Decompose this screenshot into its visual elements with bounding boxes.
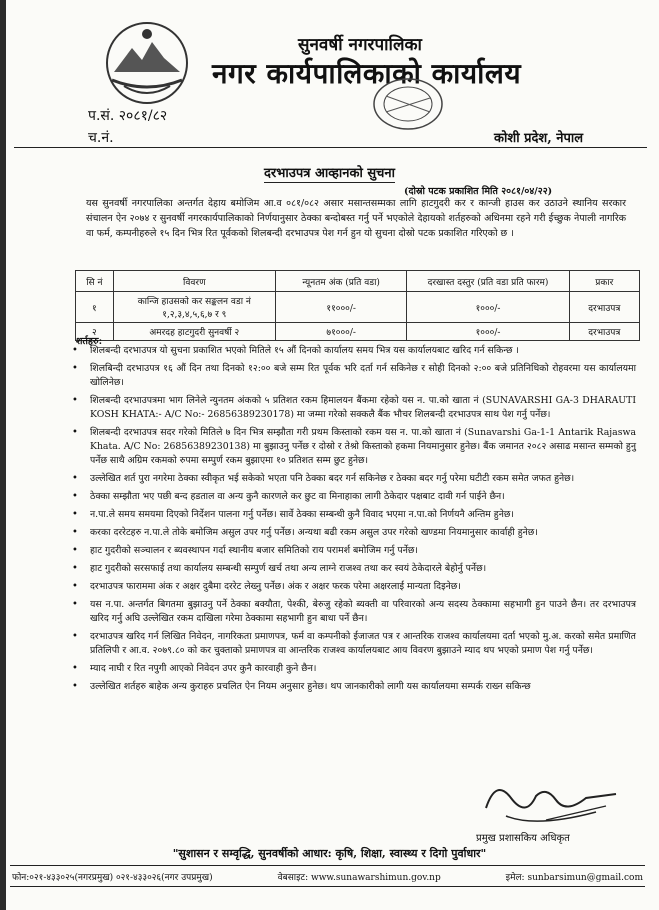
term-item: • शिलबन्दी दरभाउपत्रमा भाग लिनेले न्युनतम अंकको ५ प्रतिशत रकम हिमालयन बैंकमा रहेको यस न. पा.को खाता नं (SUNAVARSHI GA-3 DHARAUTI KOSH KHATA:- A/C No:- 26856389230178) मा जम्मा गरेको सक्कलै बैंक भौचर शिलबन्दी दरभाउपत्र साथ पेश गर्नु पर्नेछ। — [72, 395, 636, 420]
term-item: • ठेक्का सम्झौता भए पछी बन्द हडताल वा अन्य कुनै कारणले कर छुट वा मिनाहाका लागी ठेकेदार पक्षबाट दावी गर्न पाईने छैन। — [72, 491, 505, 502]
bullet-icon: • — [72, 427, 78, 438]
signatory-title: प्रमुख प्रशासकिय अधिकृत — [476, 833, 570, 844]
notice-intro: यस सुनवर्षी नगरपालिका अन्तर्गत देहाय बमोजिम आ.व ०८१/०८२ असार मसान्तसम्मका लागि हाटगुदरी कर र कान्जी हाउस कर उठाउने स्थानिय सरकार संचालन ऐन २०७४ र सुनवर्षी नगरकार्यपालिकाको निर्णयानुसार ठेक्का बन्दोबस्त गर्नु पर्ने भएकोले देहायको शर्तहरुको अधिनमा रहने गरी ईच्छुक नेपाली नागरिक वा फर्म, कम्पनीहरुले १५ दिन भित्र रित पूर्वकको शिलबन्दी दरभाउपत्र पेश गर्न हुन यो सुचना दोस्रो पटक प्रकाशित गरिएको छ । — [86, 198, 626, 239]
col-description: विवरण — [113, 271, 275, 292]
term-item: • म्याद नाघी र रित नपुगी आएको निवेदन उपर कुनै कारवाही कुने छैन। — [72, 663, 317, 674]
signature-icon — [476, 768, 626, 838]
term-item: • उल्लेखित शर्तहरु बाहेक अन्य कुराहरु प्रचलित ऐन नियम अनुसार हुनेछ। थप जानकारीको लागी यस कार्यालयमा सम्पर्क राख्न सकिन्छ — [72, 681, 531, 692]
table-header-row — [76, 271, 640, 292]
bullet-icon: • — [72, 631, 78, 642]
bullet-icon: • — [72, 345, 78, 356]
bullet-icon: • — [72, 363, 78, 374]
office-stamp-icon — [372, 76, 444, 132]
term-item: • दरभाउपत्र खरिद गर्न लिखित निवेदन, नागरिकता प्रमाणपत्र, फर्म वा कम्पनीको ईजाजत पत्र र आन्तरिक राजश्व कार्यालयमा दर्ता भएको मु.अ. करको समेत प्रमाणित प्रतिलिपी र आ.व. २०७९.८० को कर चुक्ताको प्रमाणपत्र वा आन्तरिक राजश्व कार्यालयबाट आय विवरण बुझाउने म्याद थप भएको प्रमाण पेश गर्नु पर्नेछ। — [72, 631, 636, 656]
header-divider — [14, 147, 647, 148]
term-item: • करका दररेटहरु न.पा.ले तोके बमोजिम असुल उपर गर्नु पर्नेछ। अन्यथा बढी रकम असुल उपर गरेको खण्डमा नियमानुसार कार्वाही हुनेछ। — [72, 527, 538, 538]
municipality-name: सुनवर्षी नगरपालिका — [298, 35, 422, 55]
term-item: • हाट गुदरीको सरसफाई तथा कार्यालय सम्बन्धी सम्पुर्ण खर्च तथा अन्य लाग्ने राजश्व तथा कर स्वयं ठेकेदारले बेहोर्नु पर्नेछ। — [72, 563, 487, 574]
email[interactable]: इमेल: sunbarsimun@gmail.com — [505, 872, 643, 883]
province-address: कोशी प्रदेश, नेपाल — [494, 131, 584, 146]
term-item: • दरभाउपत्र फाराममा अंक र अक्षर दुबैमा दररेट लेख्नु पर्नेछ। अंक र अक्षर फरक परेमा अक्षरलाई मान्यता दिइनेछ। — [72, 581, 461, 592]
website[interactable]: वेबसाइट: www.sunawarshimun.gov.np — [277, 872, 441, 883]
scan-edge — [0, 0, 6, 910]
term-item: • शिलबिन्दी दरभाउपत्र १६ औं दिन तथा दिनको १२:०० बजे सम्म रित पूर्वक भरि दर्ता गर्न सकिनेछ र सोही दिनको २:०० बजे प्रतिनिधिको रोहवरमा यस कार्यालयमा खोलिनेछ। — [72, 363, 636, 388]
bullet-icon: • — [72, 599, 78, 610]
dispatch-number: च.नं. — [88, 130, 114, 146]
bullet-icon: • — [72, 395, 78, 406]
term-item: • न.पा.ले समय समयमा दिएको निर्देशन पालना गर्नु पर्नेछ। सार्वे ठेक्का सम्बन्धी कुनै विवाद भएमा न.पा.को निर्णयनै अन्तिम हुनेछ। — [72, 509, 514, 520]
bid-table — [75, 270, 640, 341]
publish-date: (दोस्रो पटक प्रकाशित मिति २०८१/०४/२२) — [404, 186, 553, 197]
nepal-emblem-icon — [104, 20, 190, 106]
bullet-icon: • — [72, 491, 78, 502]
col-application-fee: दरखास्त दस्तुर (प्रति वडा प्रति फारम) — [407, 271, 569, 292]
office-name: नगर कार्यपालिकाको कार्यालय — [212, 57, 522, 90]
bullet-icon: • — [72, 545, 78, 556]
bullet-icon: • — [72, 473, 78, 484]
bullet-icon: • — [72, 527, 78, 538]
term-item: • यस न.पा. अन्तर्गत बिगतमा बुझाउनु पर्ने ठेक्का बक्यौता, पेश्की, बेरुजु रहेको ब्यक्ती वा परिवारको अन्य सदस्य ठेक्कामा सहभागी हुन पाउने छैन। तर दरभाउपत्र खरिद गर्नु अघि उल्लेखित रकम दाखिला गरेमा ठेक्कामा सहभागी हुन बाधा पर्ने छैन। — [72, 599, 636, 624]
term-item: • हाट गुदरीको सञ्चालन र ब्यवस्थापन गर्दा स्थानीय बजार समितिको राय परामर्श बमोजिम गर्नु पर्नेछ। — [72, 545, 418, 556]
bullet-icon: • — [72, 509, 78, 520]
table-row: १ कान्जि हाउसको कर सङ्कलन वडा नं १,२,३,४,५,६,७ र ९ ११०००/- १०००/- दरभाउपत्र — [76, 292, 640, 323]
bullet-icon: • — [72, 681, 78, 692]
col-serial: सि नं — [76, 271, 114, 292]
phone-numbers: फोन:०२१-४३३०२५(नगरप्रमुख) ०२१-४३३०२६(नगर उपप्रमुख) — [12, 872, 213, 883]
term-item: • शिलबन्दी दरभाउपत्र यो सुचना प्रकाशित भएको मितिले १५ औं दिनको कार्यालय समय भित्र यस कार्यालयबाट खरिद गर्न सकिन्छ । — [72, 345, 519, 356]
bullet-icon: • — [72, 663, 78, 674]
col-type: प्रकार — [569, 271, 639, 292]
col-minimum-bid: न्यूनतम अंक (प्रति वडा) — [275, 271, 407, 292]
bullet-icon: • — [72, 563, 78, 574]
reference-number: प.सं. २०८१/८२ — [88, 108, 168, 124]
term-item: • शिलबन्दी दरभाउपत्र सदर गरेको मितिले ७ दिन भित्र सम्झौता गरी प्रथम किस्ताको रकम यस न. पा.को खाता नं (Sunavarshi Ga-1-1 Antarik Rajaswa Khata. A/C No: 26856389230138) मा बुझाउनु पर्नेछ र दोस्रो र तेश्रो किस्ताको हकमा नियमानुसार हुनेछ। बैंक जमानत २०८२ असाढ मसान्त सम्मको हुनु पर्नेछ साथै अग्रिम रकमको रुपमा सम्पुर्ण रकम बुझाएमा १० प्रतिशत सम्म छुट हुनेछ। — [72, 427, 636, 466]
table-row: २ अमरदह हाटगुदरी सुनवर्षी २ ७१०००/- १०००/- दरभाउपत्र — [76, 323, 640, 341]
bullet-icon: • — [72, 581, 78, 592]
terms-list — [70, 344, 636, 698]
notice-title: दरभाउपत्र आव्हानको सुचना — [264, 166, 395, 181]
footer-contact-bar — [10, 865, 645, 887]
term-item: • उल्लेखित शर्त पुरा नगरेमा ठेक्का स्वीकृत भई सकेको भएता पनि ठेक्का बदर गर्न सकिनेछ र ठेक्का बदर गर्नु परेमा घटीटी रकम समेत जफत हुनेछ। — [72, 473, 575, 484]
footer-slogan: "सुशासन र सम्वृद्धि, सुनवर्षीको आधार: कृषि, शिक्षा, स्वास्थ्य र दिगो पुर्वाधार" — [172, 847, 487, 860]
terms-heading: शर्तहरु: — [76, 336, 103, 347]
